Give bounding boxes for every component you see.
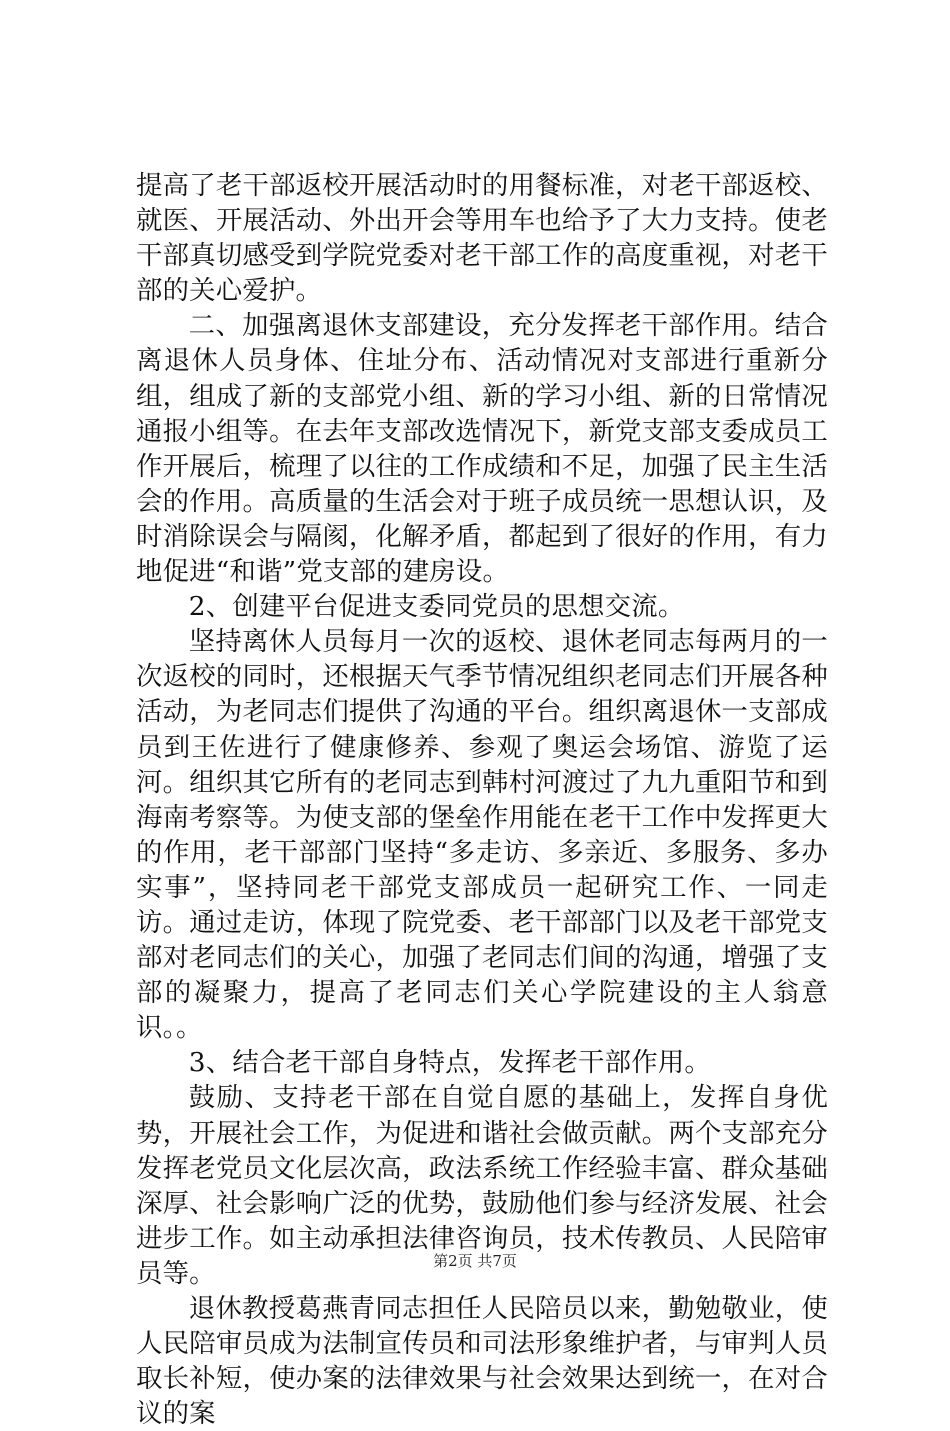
paragraph-1: 提高了老干部返校开展活动时的用餐标准，对老干部返校、就医、开展活动、外出开会等用车也给予了大力支持。使老干部真切感受到学院党委对老干部工作的高度重视，对老干部的关心爱护。 <box>136 170 828 307</box>
paragraph-5: 3、结合老干部自身特点，发挥老干部作用。 <box>188 1047 712 1079</box>
page-number-label: 第2页 共7页 <box>433 1252 517 1270</box>
page-footer <box>0 1251 950 1271</box>
paragraph-7: 退休教授葛燕青同志担任人民陪员以来，勤勉敬业，使人民陪审员成为法制宣传员和司法形象维护者，与审判人员取长补短，使办案的法律效果与社会效果达到统一，在对合议的案 <box>136 1293 828 1430</box>
paragraph-4: 坚持离休人员每月一次的返校、退休老同志每两月的一次返校的同时，还根据天气季节情况组织老同志们开展各种活动，为老同志们提供了沟通的平台。组织离退休一支部成员到王佐进行了健康修养、参观了奥运会场馆、游览了运河。组织其它所有的老同志到韩村河渡过了九九重阳节和到海南考察等。为使支部的堡垒作用能在老干工作中发挥更大的作用，老干部部门坚持“多走访、多亲近、多服务、多办实事”，坚持同老干部党支部成员一起研究工作、一同走访。通过走访，体现了院党委、老干部部门以及老干部党支部对老同志们的关心，加强了老同志们间的沟通，增强了支部的凝聚力，提高了老同志们关心学院建设的主人翁意识。。 <box>136 626 828 1044</box>
paragraph-6: 鼓励、支持老干部在自觉自愿的基础上，发挥自身优势，开展社会工作，为促进和谐社会做贡献。两个支部充分发挥老党员文化层次高，政法系统工作经验丰富、群众基础深厚、社会影响广泛的优势，鼓励他们参与经济发展、社会进步工作。如主动承担法律咨询员，技术传教员、人民陪审员等。 <box>136 1082 828 1289</box>
paragraph-2: 二、加强离退休支部建设，充分发挥老干部作用。结合离退休人员身体、住址分布、活动情况对支部进行重新分组，组成了新的支部党小组、新的学习小组、新的日常情况通报小组等。在去年支部改选情况下，新党支部支委成员工作开展后，梳理了以往的工作成绩和不足，加强了民主生活会的作用。高质量的生活会对于班子成员统一思想认识，及时消除误会与隔阂，化解矛盾，都起到了很好的作用，有力地促进“和谐”党支部的建房设。 <box>136 310 828 588</box>
body-text <box>136 168 828 1431</box>
paragraph-3: 2、创建平台促进支委同党员的思想交流。 <box>188 591 685 623</box>
